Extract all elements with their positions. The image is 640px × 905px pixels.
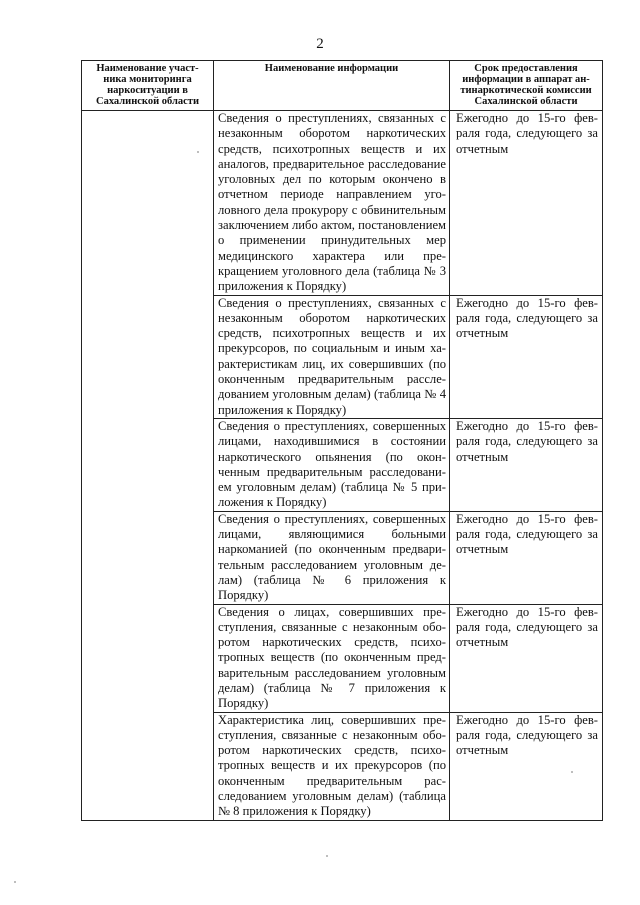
term-cell: Ежегодно до 15-го февраля года, следующего за отчетным <box>450 295 603 418</box>
info-cell: Сведения о преступлениях, связанных с незаконным оборотом наркотических средств, психотропных веществ и их аналогов, предварительное расследование уголовных дел по которым окончено в отчетном периоде направлением уголовного дела прокурору с обвинительным заключением либо актом, постановлением о применении принудительных мер медицинского характера или прекращением уголовного дела (таблица № 3 приложения к Порядку) <box>214 111 450 296</box>
monitoring-table <box>81 60 603 821</box>
scan-speck <box>571 771 573 773</box>
term-cell: Ежегодно до 15-го февраля года, следующего за отчетным <box>450 712 603 820</box>
term-cell: Ежегодно до 15-го февраля года, следующего за отчетным <box>450 511 603 604</box>
info-cell: Сведения о преступлениях, совершенных лицами, находившимися в состоянии наркотического опьянения (по оконченным предварительным расследованием уголовным делам) (таблица № 5 приложения к Порядку) <box>214 418 450 511</box>
table-row <box>82 111 603 296</box>
header-information: Наименование информации <box>214 61 450 111</box>
scan-speck <box>14 881 16 883</box>
info-cell: Сведения о преступлениях, связанных с незаконным оборотом наркотических средств, психотропных веществ и их прекурсоров, по социальным и иным характеристикам лиц, их совершивших (по оконченным предварительным расследованием уголовным делам) (таблица № 4 приложения к Порядку) <box>214 295 450 418</box>
term-cell: Ежегодно до 15-го февраля года, следующего за отчетным <box>450 418 603 511</box>
header-deadline: Срок предоставления информации в аппарат ан- тинаркотической комиссии Сахалинской области <box>450 61 603 111</box>
term-cell: Ежегодно до 15-го февраля года, следующего за отчетным <box>450 604 603 712</box>
term-cell: Ежегодно до 15-го февраля года, следующего за отчетным <box>450 111 603 296</box>
info-cell: Характеристика лиц, совершивших преступления, связанные с незаконным оборотом наркотических средств, психотропных веществ и их прекурсоров (по оконченным предварительным расследованием уголовным делам) (таблица № 8 приложения к Порядку) <box>214 712 450 820</box>
participant-cell <box>82 111 214 821</box>
header-participant: Наименование участ- ника мониторинга наркоситуации в Сахалинской области <box>82 61 214 111</box>
table-header-row <box>82 61 603 111</box>
page-number: 2 <box>316 36 324 52</box>
info-cell: Сведения о лицах, совершивших преступления, связанные с незаконным оборотом наркотических средств, психотропных веществ (по оконченным предварительным расследованием уголовным делам) (таблица № 7 приложения к Порядку) <box>214 604 450 712</box>
info-cell: Сведения о преступлениях, совершенных лицами, являющимися больными наркоманией (по оконченным предварительным расследованием уголовным делам) (таблица № 6 приложения к Порядку) <box>214 511 450 604</box>
scan-speck <box>326 855 328 857</box>
scan-speck <box>197 151 199 153</box>
